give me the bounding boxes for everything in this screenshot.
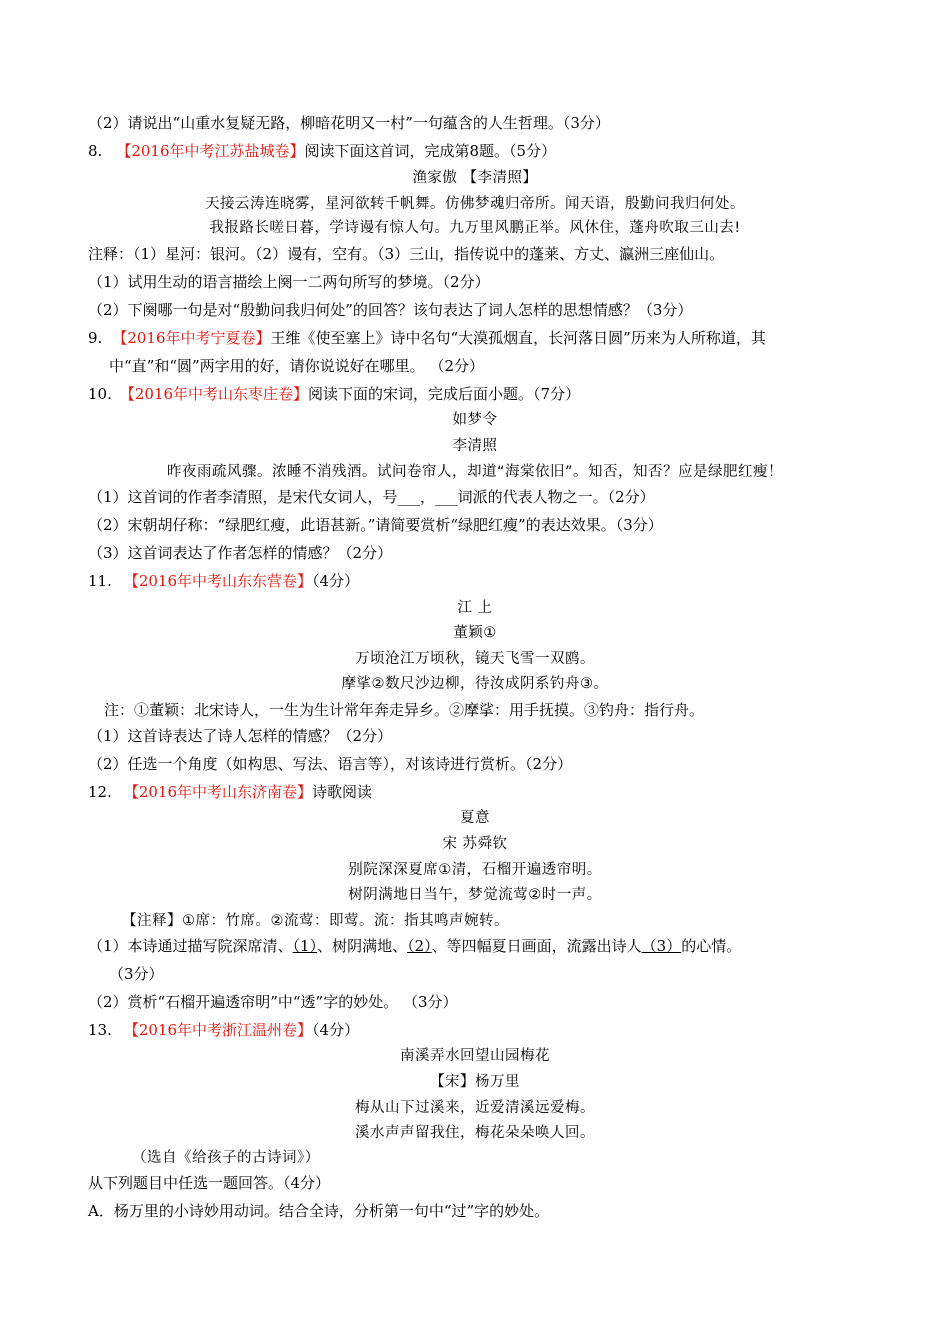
- q12-q1-text-c: 、树阴满地、: [317, 937, 408, 955]
- q12-poem-title: 夏意: [460, 810, 490, 826]
- q11-poem-line1: 万顷沧江万顷秋，镜天飞雪一双鸥。: [355, 651, 595, 667]
- q10-blank2: ___: [435, 488, 458, 506]
- q8-question2: （2）下阕哪一句是对“殷勤问我归何处”的回答？该句表达了词人怎样的思想情感？（3分）: [88, 301, 693, 319]
- q8-poem-title: 渔家傲 【李清照】: [412, 170, 538, 186]
- q10-q1-text-a: （1）这首词的作者李清照，是宋代女词人，号: [88, 488, 398, 506]
- q11-source: 【2016年中考山东东营卷】: [123, 572, 313, 590]
- q10-poem-title: 如梦令: [452, 412, 498, 428]
- q12-q1-points: （3分）: [109, 965, 164, 983]
- q9-text2: 中“直”和“圆”两字用的好，请你说说好在哪里。 （2分）: [109, 357, 484, 375]
- q12-poem-line2: 树阴满地日当午，梦觉流莺②时一声。: [348, 887, 602, 903]
- q9-line1: [88, 328, 766, 348]
- q8-note: 注释：（1）星河：银河。（2）谩有，空有。（3）三山，指传说中的蓬莱、方丈、瀛洲三座仙山。: [88, 245, 725, 263]
- q10-source: 【2016年中考山东枣庄卷】: [119, 385, 309, 403]
- q13-source-note: （选自《给孩子的古诗词》）: [132, 1150, 320, 1166]
- q10-poem-author: 李清照: [452, 438, 498, 454]
- q12-number: 12.: [88, 783, 112, 801]
- q12-blank1: （1）: [292, 937, 318, 955]
- q12-question1: [88, 936, 741, 956]
- q12-blank2: （2）: [407, 937, 432, 955]
- q8-header: [88, 141, 556, 161]
- q8-question1: （1）试用生动的语言描绘上阕一二两句所写的梦境。（2分）: [88, 273, 490, 291]
- q12-poem-author: 宋 苏舜钦: [442, 836, 508, 852]
- q10-question2: （2）宋朝胡仔称：“绿肥红瘦，此语甚新。”请简要赏析“绿肥红瘦”的表达效果。（3分）: [88, 516, 663, 534]
- q12-q1-text-e: 的心情。: [681, 937, 742, 955]
- q9-source: 【2016年中考宁夏卷】: [112, 329, 271, 347]
- q13-poem-line2: 溪水声声留我住，梅花朵朵唤人回。: [355, 1125, 595, 1141]
- q8-poem-line2: 我报路长嗟日暮，学诗谩有惊人句。九万里风鹏正举。风休住，蓬舟吹取三山去!: [209, 220, 741, 236]
- q8-source: 【2016年中考江苏盐城卷】: [116, 142, 305, 160]
- q10-question3: （3）这首词表达了作者怎样的情感？（2分）: [88, 544, 393, 562]
- q11-points: （4分）: [312, 572, 360, 590]
- q11-note: 注：①董颖：北宋诗人，一生为生计常年奔走异乡。②摩挲：用手抚摸。③钓舟：指行舟。: [104, 701, 705, 719]
- q12-poem-line1: 别院深深夏席①清，石榴开遍透帘明。: [348, 862, 602, 878]
- q11-question1: （1）这首诗表达了诗人怎样的情感？（2分）: [88, 727, 393, 745]
- q9-number: 9.: [88, 329, 103, 347]
- q10-q1-text-b: ，: [420, 488, 436, 506]
- q12-note: 【注释】①席：竹席。②流莺：即莺。流：指其鸣声婉转。: [122, 913, 509, 929]
- q10-number: 10.: [88, 385, 112, 403]
- q10-prompt: 阅读下面的宋词，完成后面小题。（7分）: [308, 385, 581, 403]
- q10-header: [88, 384, 580, 404]
- q10-question1: [88, 487, 655, 507]
- q8-prompt: 阅读下面这首词，完成第8题。（5分）: [304, 142, 557, 160]
- q10-q1-text-c: 词派的代表人物之一。（2分）: [457, 488, 655, 506]
- q13-instruction: 从下列题目中任选一题回答。（4分）: [88, 1174, 331, 1192]
- q10-poem-text: 昨夜雨疏风骤。浓睡不消残酒。试问卷帘人，却道“海棠依旧”。知否，知否？应是绿肥红瘦！: [166, 464, 784, 480]
- q13-header: [88, 1020, 359, 1040]
- q12-q1-text-d: 、等四幅夏日画面，流露出诗人: [431, 937, 642, 955]
- q13-points: （4分）: [312, 1021, 360, 1039]
- q8-poem-line1: 天接云涛连晓雾，星河欲转千帆舞。仿佛梦魂归帝所。闻天语，殷勤问我归何处。: [205, 196, 745, 212]
- q8-number: 8.: [88, 142, 103, 160]
- q7-part2: （2）请说出“山重水复疑无路，柳暗花明又一村”一句蕴含的人生哲理。（3分）: [88, 114, 610, 132]
- q12-question2: （2）赏析“石榴开遍透帘明”中“透”字的妙处。 （3分）: [88, 993, 458, 1011]
- q11-question2: （2）任选一个角度（如构思、写法、语言等），对该诗进行赏析。（2分）: [88, 755, 573, 773]
- q11-number: 11.: [88, 572, 112, 590]
- q12-prompt: 诗歌阅读: [312, 783, 373, 801]
- q12-header: [88, 782, 372, 802]
- q13-poem-line1: 梅从山下过溪来，近爱清溪远爱梅。: [355, 1100, 595, 1116]
- q12-q1-text-a: （1）本诗通过描写院深席清、: [88, 937, 293, 955]
- q13-source: 【2016年中考浙江温州卷】: [123, 1021, 313, 1039]
- q13-poem-author: 【宋】杨万里: [430, 1074, 520, 1090]
- q11-poem-author: 董颖①: [453, 625, 497, 641]
- q12-blank3: （3）: [641, 937, 682, 955]
- q13-number: 13.: [88, 1021, 112, 1039]
- q12-source: 【2016年中考山东济南卷】: [123, 783, 313, 801]
- q10-blank1: ___: [397, 488, 421, 506]
- q9-text1: 王维《使至塞上》诗中名句“大漠孤烟直，长河落日圆”历来为人所称道，其: [270, 329, 766, 347]
- q11-header: [88, 571, 359, 591]
- q13-poem-title: 南溪弄水回望山园梅花: [400, 1048, 550, 1064]
- q11-poem-line2: 摩挲②数尺沙边柳，待汝成阴系钓舟③。: [341, 676, 609, 692]
- q11-poem-title: 江 上: [457, 600, 493, 616]
- q13-option-a: A．杨万里的小诗妙用动词。结合全诗，分析第一句中“过”字的妙处。: [88, 1202, 550, 1220]
